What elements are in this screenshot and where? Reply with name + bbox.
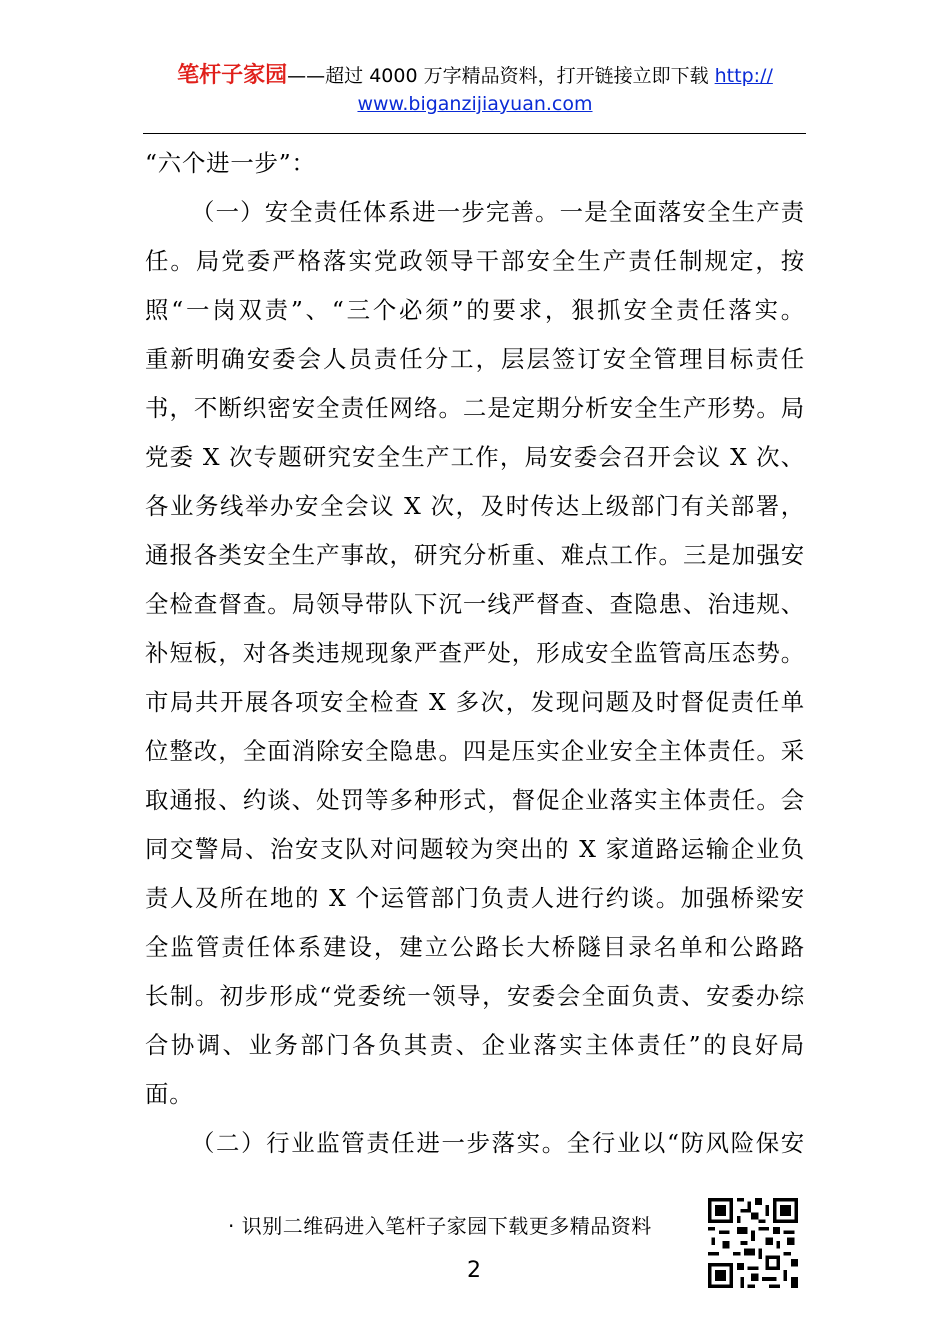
page-header [0,62,950,118]
download-link-part1[interactable]: http:// [714,65,773,87]
download-link-part2[interactable]: www.biganzijiayuan.com [357,93,593,115]
text-line: 合协调、业务部门各负其责、企业落实主体责任”的良好局 [145,1031,805,1059]
text-line: 书，不断织密安全责任网络。二是定期分析安全生产形势。局 [145,394,805,422]
text-line: 同交警局、治安支队对问题较为突出的 X 家道路运输企业负 [145,835,805,863]
footer-promo-text: · 识别二维码进入笔杆子家园下载更多精品资料 [228,1214,652,1238]
text-line: 各业务线举办安全会议 X 次，及时传达上级部门有关部署， [145,492,805,520]
header-line-2 [0,90,950,118]
text-line: 全检查督查。局领导带队下沉一线严督查、查隐患、治违规、 [145,590,805,618]
document-body [145,147,805,1176]
brand-name: 笔杆子家园 [177,63,288,88]
text-line: 重新明确安委会人员责任分工，层层签订安全管理目标责任 [145,345,805,373]
header-tagline: ——超过 4000 万字精品资料，打开链接立即下载 [287,65,715,87]
text-line: 市局共开展各项安全检查 X 多次，发现问题及时督促责任单 [145,688,805,716]
text-line: 位整改，全面消除安全隐患。四是压实企业安全主体责任。采 [145,737,805,765]
qr-code-icon[interactable] [708,1198,798,1288]
page-number: 2 [467,1258,481,1283]
text-line: 补短板，对各类违规现象严查严处，形成安全监管高压态势。 [145,639,805,667]
text-line: 通报各类安全生产事故，研究分析重、难点工作。三是加强安 [145,541,805,569]
text-line: 取通报、约谈、处罚等多种形式，督促企业落实主体责任。会 [145,786,805,814]
text-line: 照“一岗双责”、“三个必须”的要求，狠抓安全责任落实。 [145,296,805,324]
header-divider [143,133,806,134]
text-line: 全监管责任体系建设，建立公路长大桥隧目录名单和公路路 [145,933,805,961]
text-line: （二）行业监管责任进一步落实。全行业以“防风险保安 [191,1129,805,1157]
text-line: 任。局党委严格落实党政领导干部安全生产责任制规定，按 [145,247,805,275]
text-line: 责人及所在地的 X 个运管部门负责人进行约谈。加强桥梁安 [145,884,805,912]
header-line-1 [0,62,950,90]
text-line: 面。 [145,1080,194,1108]
text-line: 党委 X 次专题研究安全生产工作，局安委会召开会议 X 次、 [145,443,805,471]
text-line: 长制。初步形成“党委统一领导，安委会全面负责、安委办综 [145,982,805,1010]
text-line: “六个进一步”： [145,149,316,177]
text-line: （一）安全责任体系进一步完善。一是全面落安全生产责 [191,198,805,226]
